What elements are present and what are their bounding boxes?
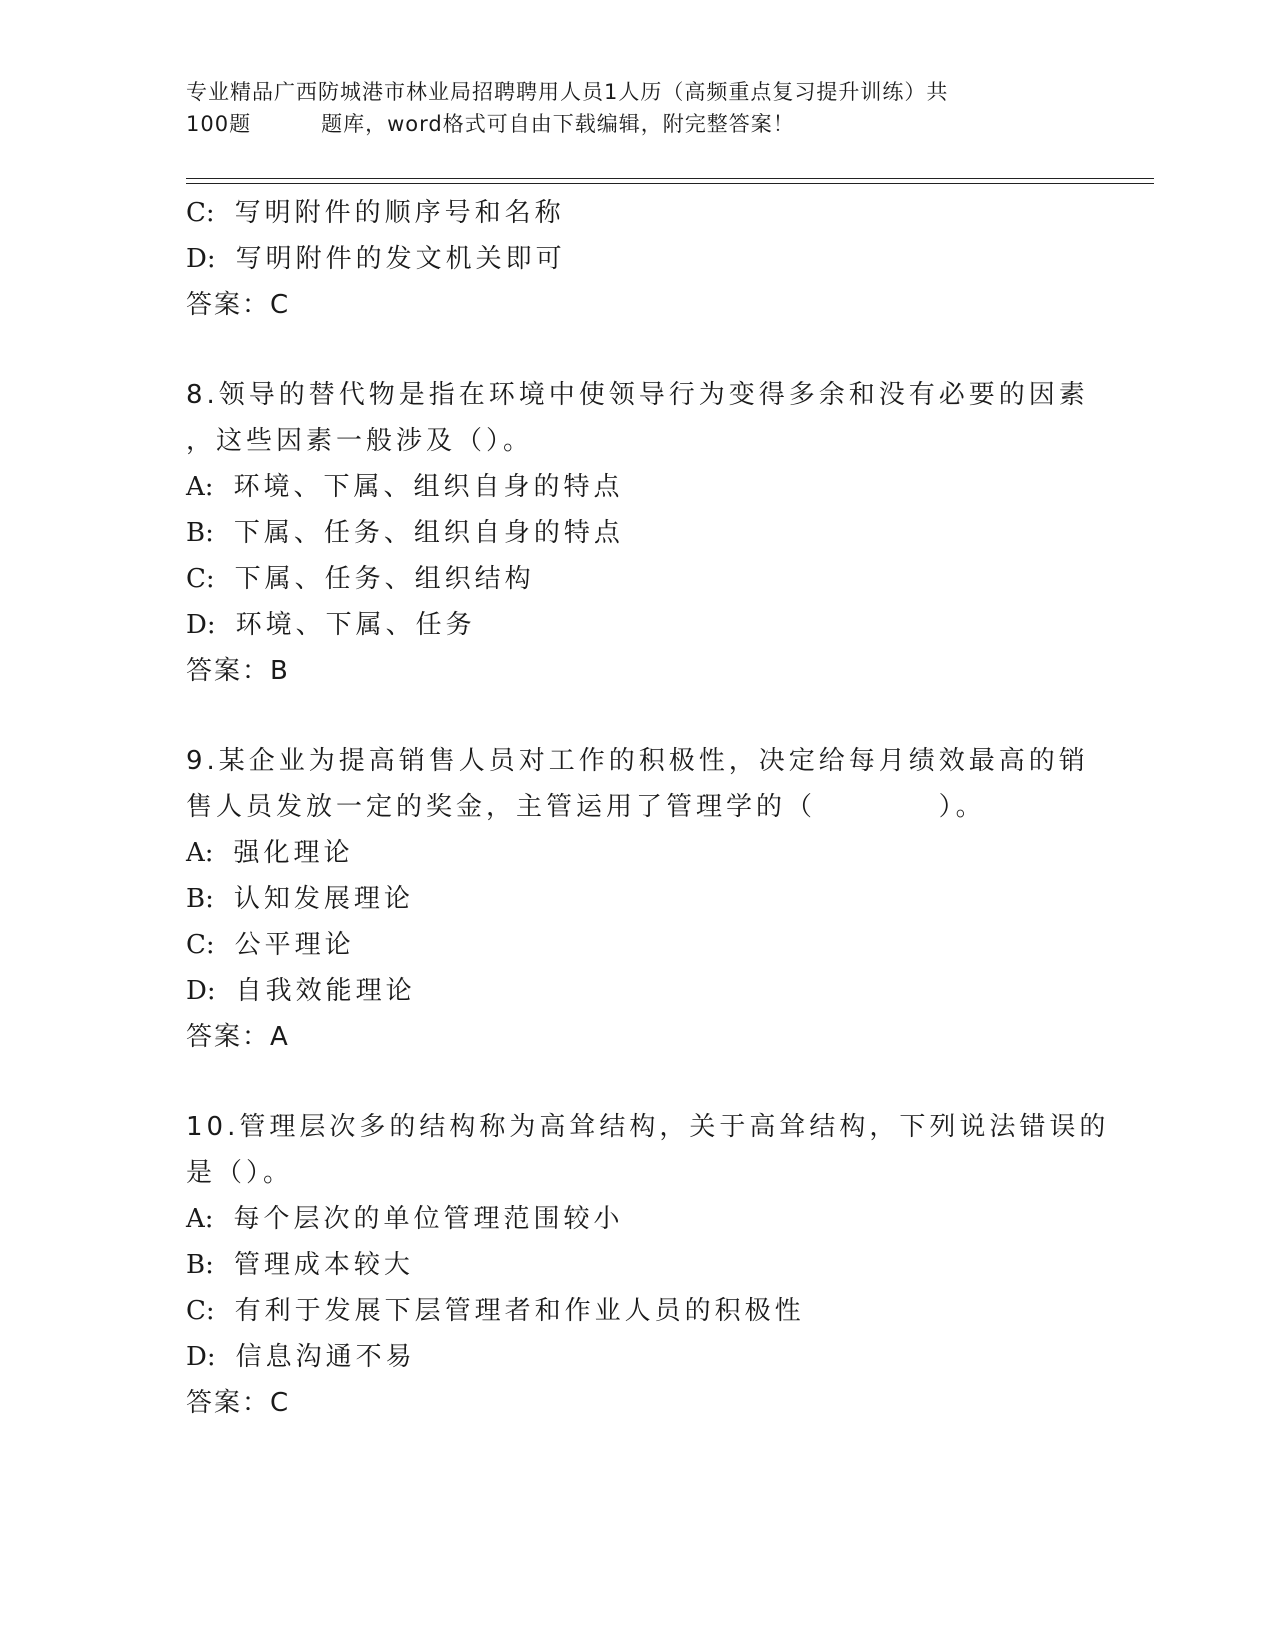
option-text: 自我效能理论 [235, 976, 416, 1006]
option-text: 强化理论 [233, 838, 354, 868]
header-count: 100题 [186, 112, 252, 136]
option-text: 下属、任务、组织自身的特点 [233, 518, 624, 548]
option-b: B: 管理成本较大 [186, 1250, 414, 1280]
option-d: D: 信息沟通不易 [186, 1342, 416, 1372]
header-title-line2 [186, 108, 1066, 140]
option-text: 认知发展理论 [233, 884, 414, 914]
header-title-line1: 专业精品广西防城港市林业局招聘聘用人员1人历（高频重点复习提升训练）共 [186, 80, 949, 104]
option-b: B: 认知发展理论 [186, 884, 414, 914]
question-stem-line2: 是（）。 [186, 1158, 294, 1188]
answer-line: 答案：A [186, 1022, 290, 1052]
answer-line: 答案：C [186, 1388, 291, 1418]
option-text: 写明附件的发文机关即可 [235, 244, 566, 274]
question-content [186, 190, 1110, 1426]
option-c: C: 公平理论 [186, 930, 355, 960]
question-stem-line1: 8.领导的替代物是指在环境中使领导行为变得多余和没有必要的因素 [186, 380, 1089, 410]
question-block-10 [186, 1104, 1110, 1426]
answer-line: 答案：C [186, 290, 291, 320]
option-c: C: 写明附件的顺序号和名称 [186, 198, 565, 228]
option-a: A: 环境、下属、组织自身的特点 [186, 472, 624, 502]
answer-line: 答案：B [186, 656, 290, 686]
option-text: 信息沟通不易 [235, 1342, 416, 1372]
question-stem-line2: 售人员发放一定的奖金，主管运用了管理学的（ ）。 [186, 792, 986, 822]
option-c: C: 下属、任务、组织结构 [186, 564, 535, 594]
option-text: 有利于发展下层管理者和作业人员的积极性 [234, 1296, 805, 1326]
option-text: 环境、下属、组织自身的特点 [233, 472, 624, 502]
option-text: 每个层次的单位管理范围较小 [233, 1204, 624, 1234]
header-subtitle: 题库，word格式可自由下载编辑，附完整答案！ [321, 112, 795, 136]
header-divider-bottom [186, 183, 1154, 184]
question-stem-line2: ，这些因素一般涉及（）。 [186, 426, 534, 456]
option-text: 管理成本较大 [233, 1250, 414, 1280]
option-text: 下属、任务、组织结构 [234, 564, 535, 594]
question-stem-line1: 10.管理层次多的结构称为高耸结构，关于高耸结构，下列说法错误的 [186, 1112, 1110, 1142]
question-stem-line1: 9.某企业为提高销售人员对工作的积极性，决定给每月绩效最高的销 [186, 746, 1089, 776]
question-block-9 [186, 738, 1089, 1060]
question-block-continued [186, 190, 1086, 328]
document-header [186, 76, 1066, 140]
question-block-8 [186, 372, 1089, 694]
option-c: C: 有利于发展下层管理者和作业人员的积极性 [186, 1296, 805, 1326]
option-text: 写明附件的顺序号和名称 [234, 198, 565, 228]
option-text: 公平理论 [234, 930, 355, 960]
option-d: D: 自我效能理论 [186, 976, 416, 1006]
header-divider-top [186, 178, 1154, 179]
option-a: A: 每个层次的单位管理范围较小 [186, 1204, 624, 1234]
option-a: A: 强化理论 [186, 838, 354, 868]
option-b: B: 下属、任务、组织自身的特点 [186, 518, 624, 548]
option-d: D: 环境、下属、任务 [186, 610, 476, 640]
option-d: D: 写明附件的发文机关即可 [186, 244, 566, 274]
option-text: 环境、下属、任务 [235, 610, 476, 640]
